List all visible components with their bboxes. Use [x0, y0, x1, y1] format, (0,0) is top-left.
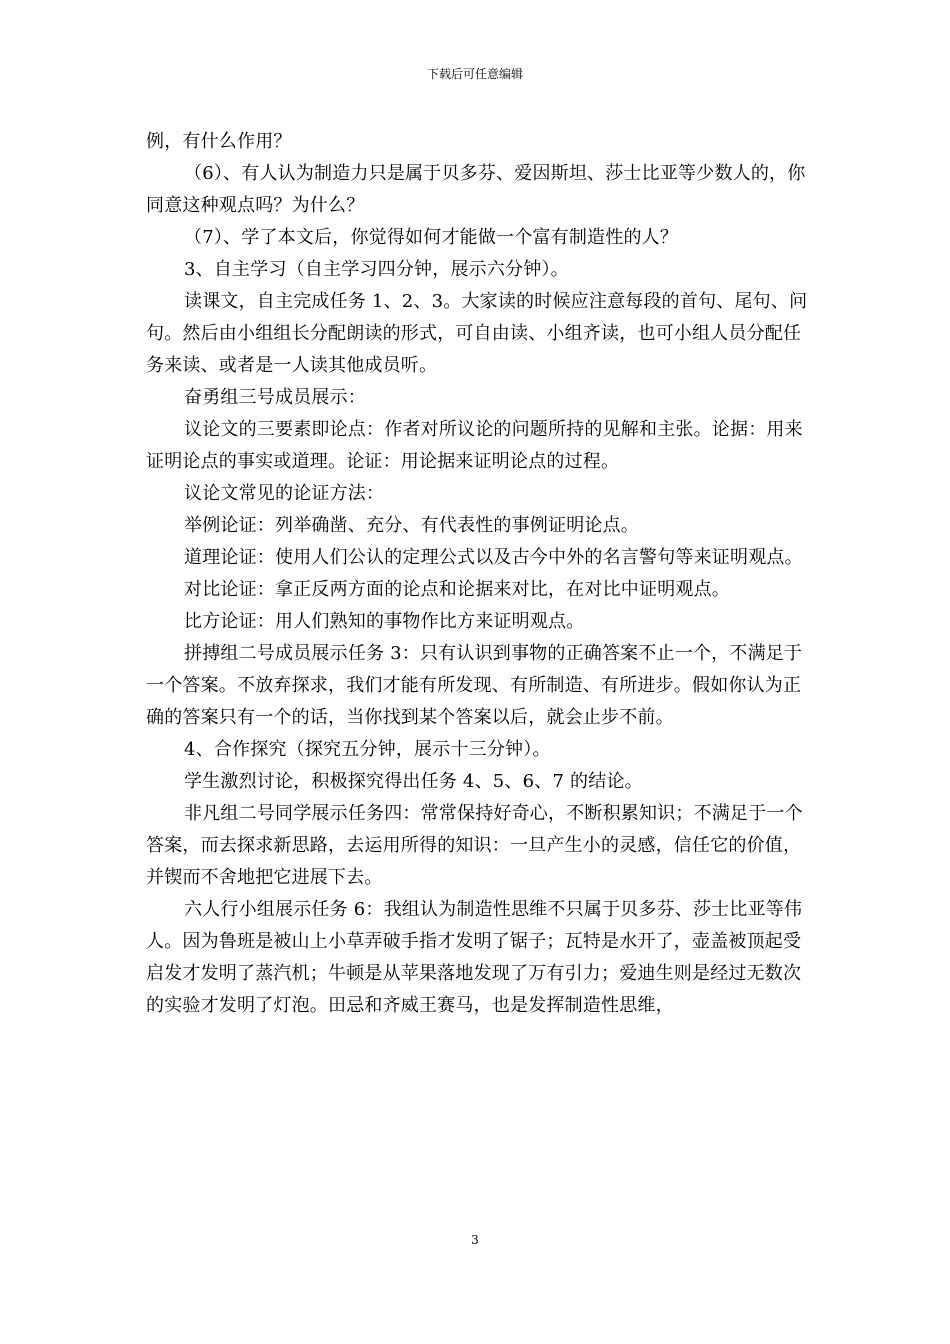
- paragraph: 举例论证：列举确凿、充分、有代表性的事例证明论点。: [184, 515, 639, 536]
- paragraph: 拼搏组二号成员展示任务 3：只有认识到事物的正确答案不止一个，不满足于一个答案。不放弃探求，我们才能有所发现、有所制造、有所进步。假如你认为正确的答案只有一个的话，当你找到某个答案以后，就会止步不前。: [146, 643, 803, 728]
- document-body: [146, 126, 808, 1022]
- paragraph: 奋勇组三号成员展示：: [184, 387, 366, 408]
- paragraph: 4、合作探究（探究五分钟，展示十三分钟）。: [184, 739, 551, 760]
- paragraph: 道理论证：使用人们公认的定理公式以及古今中外的名言警句等来证明观点。: [184, 547, 803, 568]
- page-number: 3: [471, 1233, 479, 1247]
- paragraph: 议论文常见的论证方法：: [184, 483, 385, 504]
- page-header: 下载后可任意编辑: [426, 67, 523, 81]
- paragraph: 读课文，自主完成任务 1、2、3。大家读的时候应注意每段的首句、尾句、问句。然后由小组组长分配朗读的形式，可自由读、小组齐读，也可小组人员分配任务来读、或者是一人读其他成员听。: [146, 291, 808, 376]
- paragraph: 例，有什么作用？: [146, 131, 292, 152]
- paragraph: 3、自主学习（自主学习四分钟，展示六分钟）。: [184, 259, 569, 280]
- paragraph: 对比论证：拿正反两方面的论点和论据来对比，在对比中证明观点。: [184, 579, 730, 600]
- paragraph: 比方论证：用人们熟知的事物作比方来证明观点。: [184, 611, 585, 632]
- paragraph: （7）、学了本文后，你觉得如何才能做一个富有制造性的人？: [184, 227, 679, 248]
- paragraph: 六人行小组展示任务 6：我组认为制造性思维不只属于贝多芬、莎士比亚等伟人。因为鲁班是被山上小草弄破手指才发明了锯子；瓦特是水开了，壶盖被顶起受启发才发明了蒸汽机；牛顿是从苹果落地发现了万有引力；爱迪生则是经过无数次的实验才发明了灯泡。田忌和齐威王赛马，也是发挥制造性思维，: [146, 899, 803, 1016]
- paragraph: 非凡组二号同学展示任务四：常常保持好奇心，不断积累知识；不满足于一个答案，而去探求新思路，去运用所得的知识：一旦产生小的灵感，信任它的价值，并锲而不舍地把它进展下去。: [146, 803, 803, 888]
- paragraph: 议论文的三要素即论点：作者对所议论的问题所持的见解和主张。论据：用来证明论点的事实或道理。论证：用论据来证明论点的过程。: [146, 419, 803, 472]
- paragraph: （6）、有人认为制造力只是属于贝多芬、爱因斯坦、莎士比亚等少数人的，你同意这种观点吗？为什么？: [146, 163, 806, 216]
- paragraph: 学生激烈讨论，积极探究得出任务 4、5、6、7 的结论。: [184, 771, 643, 792]
